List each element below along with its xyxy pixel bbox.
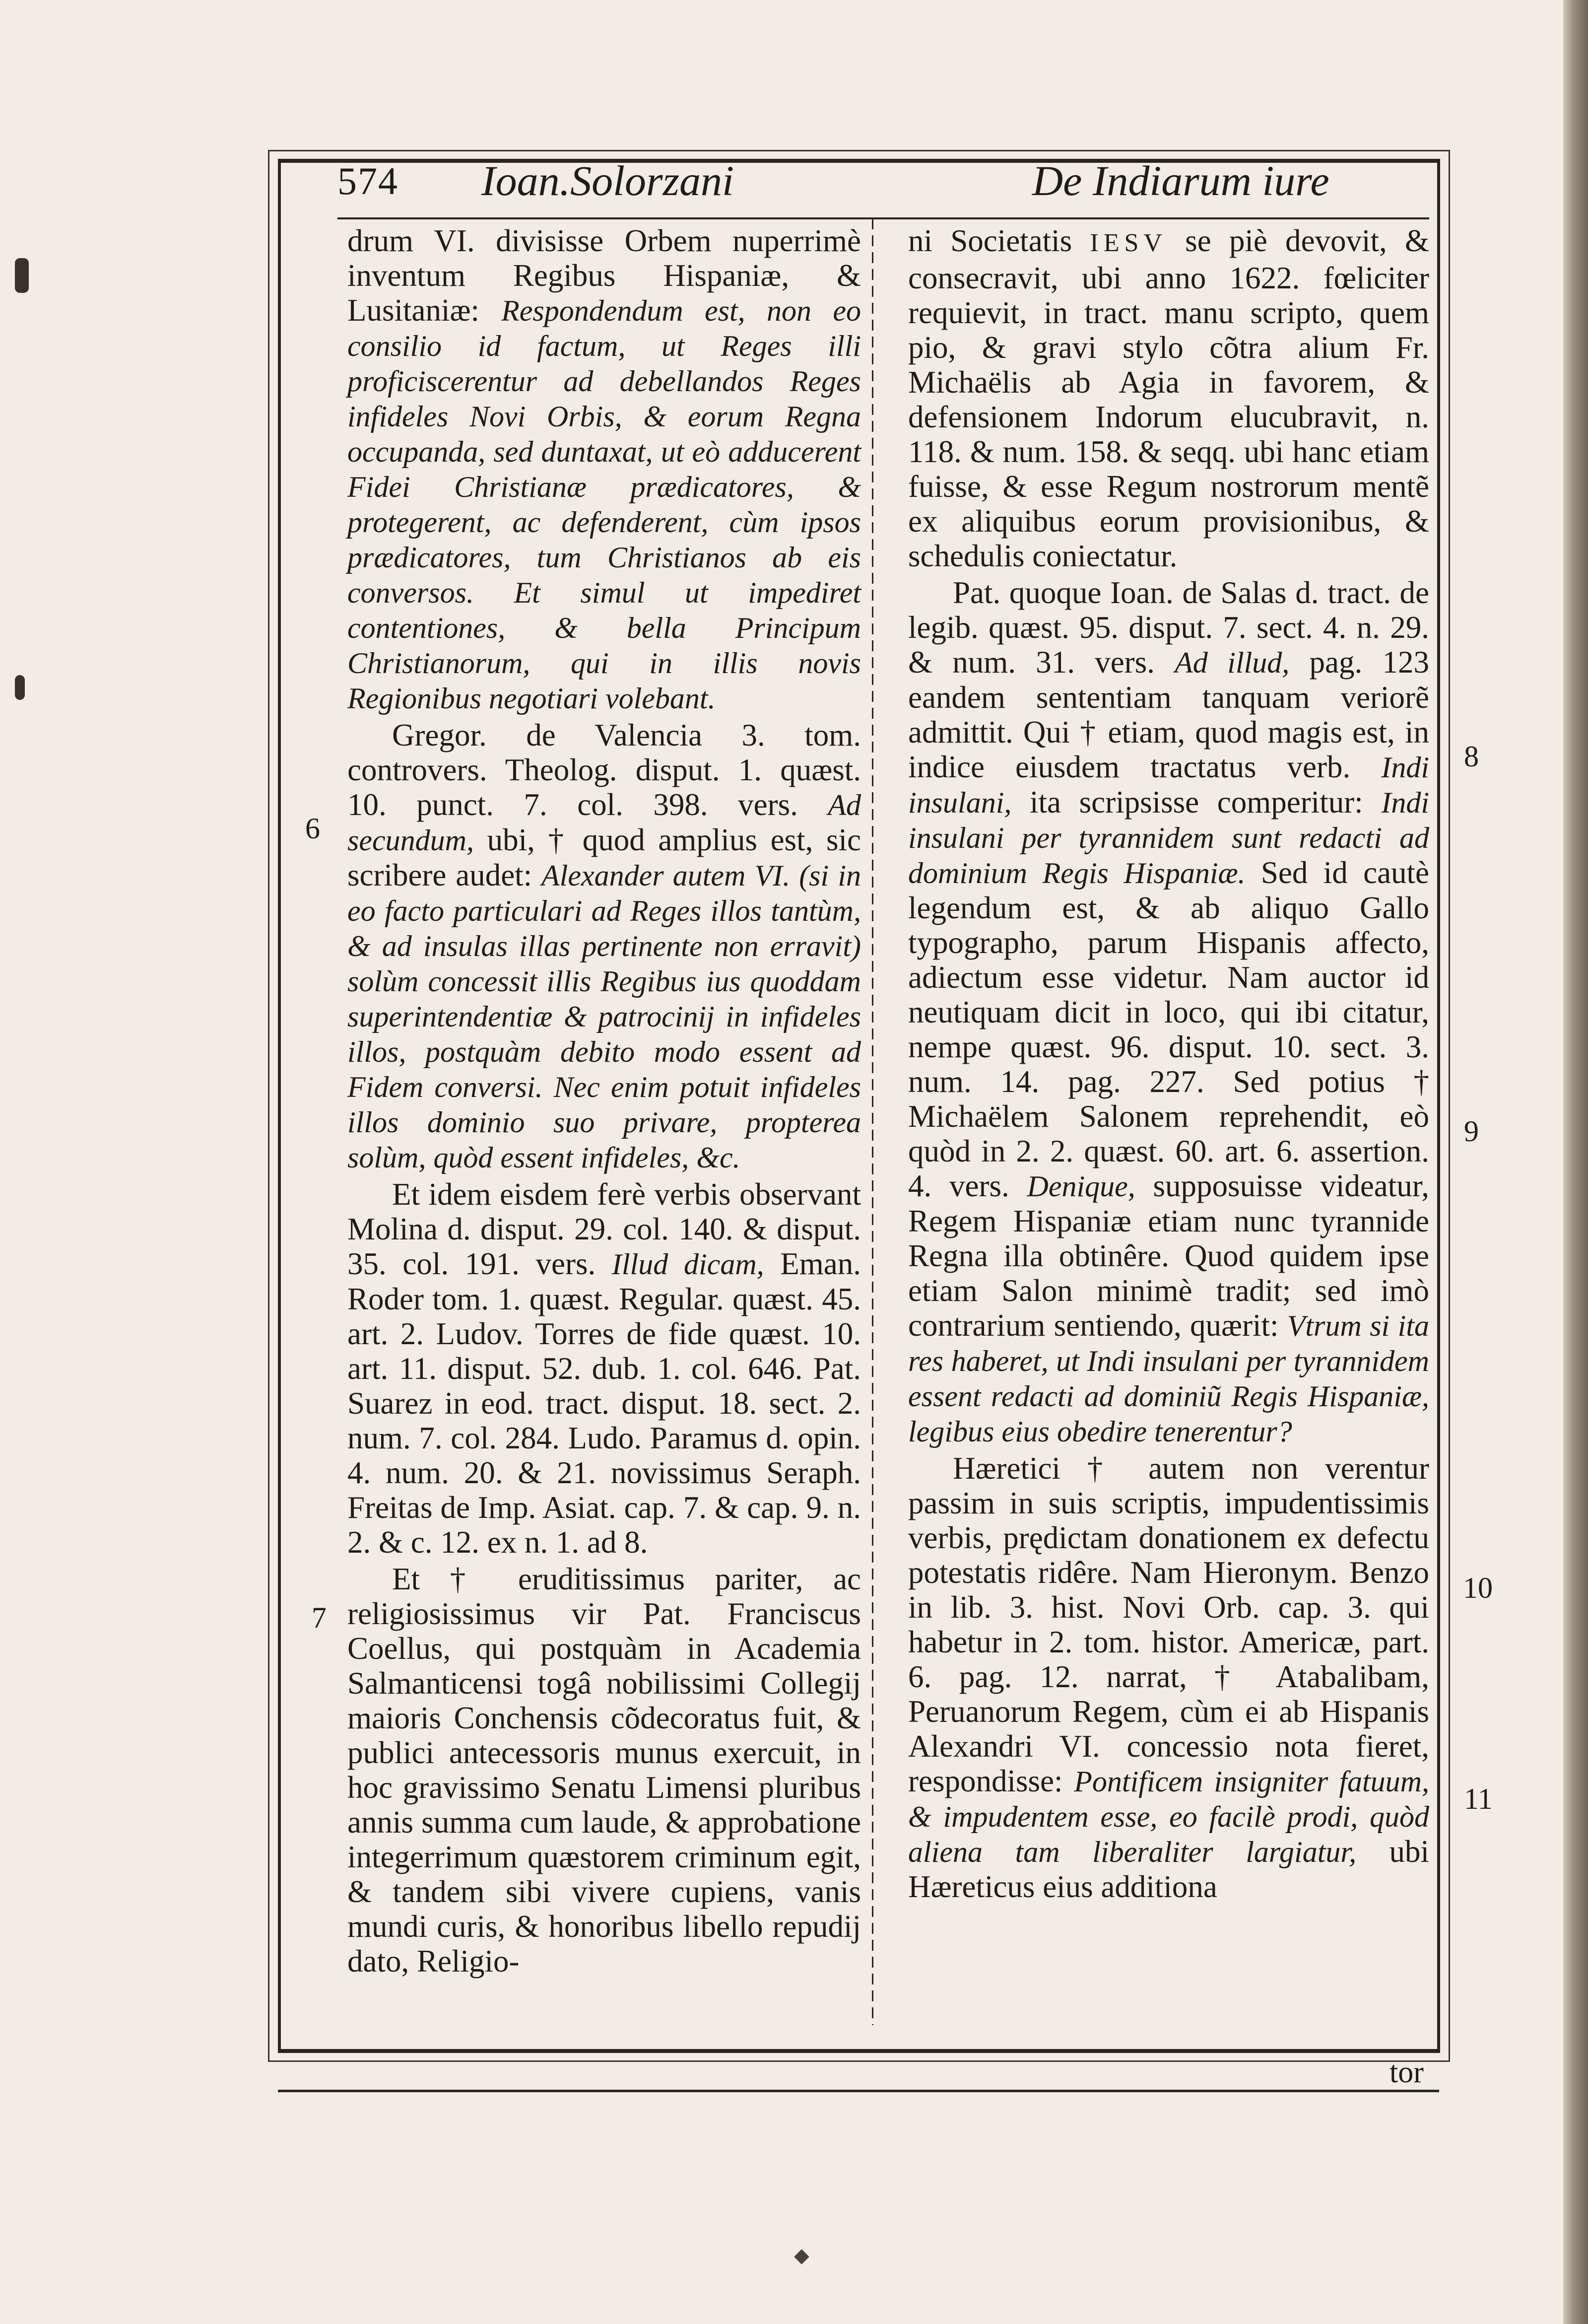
text-run: supposuisse videatur, Regem Hispaniæ etiam nunc tyrannide Regna illa obtinêre. Quod quidem ipse etiam Salon minimè tradit; sed imò contrarium sentiendo, quærit: <box>908 1168 1429 1343</box>
text-run: Et idem eisdem ferè verbis observant Molina d. disput. 29. col. 140. & disput. 35. col. 191. vers. <box>347 1177 861 1281</box>
text-run: Eman. Roder tom. 1. quæst. Regular. quæst. 45. art. 2. Ludov. Torres de fide quæst. 10. art. 11. disput. 52. dub. 1. col. 646. Pat. Suarez in eod. tract. disput. 18. sect. 2. num. 7. col. 284. Ludo. Paramus d. opin. 4. num. 20. & 21. novissimus Seraph. Freitas de Imp. Asiat. cap. 7. & cap. 9. n. 2. & c. 12. ex n. 1. ad 8. <box>347 1246 861 1560</box>
margin-note-number: 6 <box>305 812 320 845</box>
quotation: Indi insulani per tyrannidem sunt redacti ad dominium Regis Hispaniæ. <box>908 786 1429 889</box>
column-divider <box>872 218 873 2025</box>
citation: Illud dicam, <box>611 1248 764 1281</box>
text-run: Gregor. de Valencia 3. tom. controvers. Theolog. disput. 1. quæst. 10. punct. 7. col. 398. vers. <box>347 718 861 822</box>
paragraph <box>908 1451 1429 1904</box>
paragraph <box>347 1177 861 1560</box>
paragraph <box>908 223 1429 573</box>
margin-note-number: 9 <box>1464 1115 1479 1148</box>
paragraph: Et † eruditissimus pariter, ac religiosissimus vir Pat. Franciscus Coellus, qui postquàm in Academia Salmanticensi togâ nobilissimi Collegij maioris Conchensis cõdecoratus fuit, & publici antecessoris munus exercuit, in hoc gravissimo Senatu Limensi pluribus annis summa cum laude, & approbatione integerrimum quæstorem criminum egit, & tandem sibi vivere cupiens, vanis mundi curis, & honoribus libello repudij dato, Religio- <box>347 1562 861 1979</box>
paragraph <box>347 223 861 716</box>
margin-note-number: 10 <box>1463 1572 1493 1604</box>
catchword: tor <box>1390 2055 1424 2089</box>
running-author: Ioan.Solorzani <box>481 157 734 205</box>
quotation: Alexander autem VI. (si in eo facto particulari ad Reges illos tantùm, & ad insulas illas pertinente non erravit) solùm concessit illis Regibus ius quoddam superintendentiæ & patrocinij in infideles illos, postquàm debito modo essent ad Fidem conversi. Nec enim potuit infideles illos dominio suo privare, propterea solùm, quòd essent infideles, &c. <box>347 859 861 1174</box>
footer-rule <box>278 2090 1439 2092</box>
running-header <box>298 159 1409 213</box>
right-column <box>908 223 1429 2030</box>
ink-stain <box>15 675 25 700</box>
page-number: 574 <box>337 159 398 203</box>
citation: Indi insulani, <box>908 751 1429 819</box>
text-run: Hæretici † autem non verentur passim in suis scriptis, impudentissimis verbis, prędictam donationem ex defectu potestatis ridêre. Nam Hieronym. Benzo in lib. 3. hist. Novi Orb. cap. 3. qui habetur in 2. tom. histor. Americæ, part. 6. pag. 12. narrat, † Atabalibam, Peruanorum Regem, cùm ei ab Hispanis Alexandri VI. concessio nota fieret, respondisse: <box>908 1451 1429 1798</box>
paragraph <box>908 575 1429 1449</box>
margin-note-number: 11 <box>1464 1782 1493 1815</box>
ink-stain <box>15 258 29 293</box>
quotation: Pontificem insigniter fatuum, & impudentem esse, eo facilè prodi, quòd aliena tam liberaliter largiatur, <box>908 1765 1429 1868</box>
paragraph <box>347 718 861 1175</box>
header-rule <box>337 217 1429 219</box>
text-run: pag. 123 eandem sententiam tanquam veriorẽ admittit. Qui † etiam, quod magis est, in indice eiusdem tractatus verb. <box>908 645 1429 784</box>
text-run: se piè devovit, & consecravit, ubi anno 1622. fœliciter requievit, in tract. manu scripto, quem pio, & gravi stylo cõtra alium Fr. Michaëlis ab Agia in favorem, & defensionem Indorum elucubravit, n. 118. & num. 158. & seqq. ubi hanc etiam fuisse, & esse Regum nostrorum mentẽ ex aliquibus eorum provisionibus, & schedulis coniectatur. <box>908 223 1430 573</box>
text-run: Pat. quoque Ioan. de Salas d. tract. de legib. quæst. 95. disput. 7. sect. 4. n. 29. & num. 31. vers. <box>908 575 1429 680</box>
citation: Denique, <box>1027 1170 1135 1203</box>
left-column <box>347 223 861 2030</box>
text-run: drum VI. divisisse Orbem nuperrimè inventum Regibus Hispaniæ, & Lusitaniæ: <box>347 223 861 328</box>
text-run: Sed id cautè legendum est, & ab aliquo Gallo typographo, parum Hispanis affecto, adiectum esse videtur. Nam auctor id neutiquam dicit in loco, qui ibi citatur, nempe quæst. 96. disput. 10. sect. 3. num. 14. pag. 227. Sed potius † Michaëlem Salonem reprehendit, eò quòd in 2. 2. quæst. 60. art. 6. assertion. 4. vers. <box>908 855 1429 1203</box>
text-run: ubi Hæreticus eius additiona <box>908 1834 1429 1904</box>
text-run: ubi, † quod amplius est, sic scribere audet: <box>347 822 861 892</box>
citation: Ad secundum, <box>347 789 861 857</box>
margin-note-number: 7 <box>312 1601 327 1634</box>
quotation: Respondendum est, non eo consilio id factum, ut Reges illi proficiscerentur ad debellandos Reges infideles Novi Orbis, & eorum Regna occupanda, sed duntaxat, ut eò adducerent Fidei Christianæ prædicatores, & protegerent, ac defenderent, cùm ipsos prædicatores, tum Christianos ab eis conversos. Et simul ut impediret contentiones, & bella Principum Christianorum, qui in illis novis Regionibus negotiari volebant. <box>347 294 861 715</box>
text-run: ni Societatis <box>908 223 1090 258</box>
book-binding-edge <box>1563 0 1588 2324</box>
ornament-mark: ◆ <box>794 2244 809 2266</box>
text-run: ita scripsisse comperitur: <box>1011 785 1382 820</box>
small-caps: IESV <box>1090 229 1167 257</box>
running-title: De Indiarum iure <box>1032 157 1329 205</box>
citation: Ad illud, <box>1175 646 1290 679</box>
quotation: Vtrum si ita res haberet, ut Indi insulani per tyrannidem essent redacti ad dominiũ Regis Hispaniæ, legibus eius obedire tenerentur? <box>908 1309 1430 1448</box>
margin-note-number: 8 <box>1464 740 1479 773</box>
